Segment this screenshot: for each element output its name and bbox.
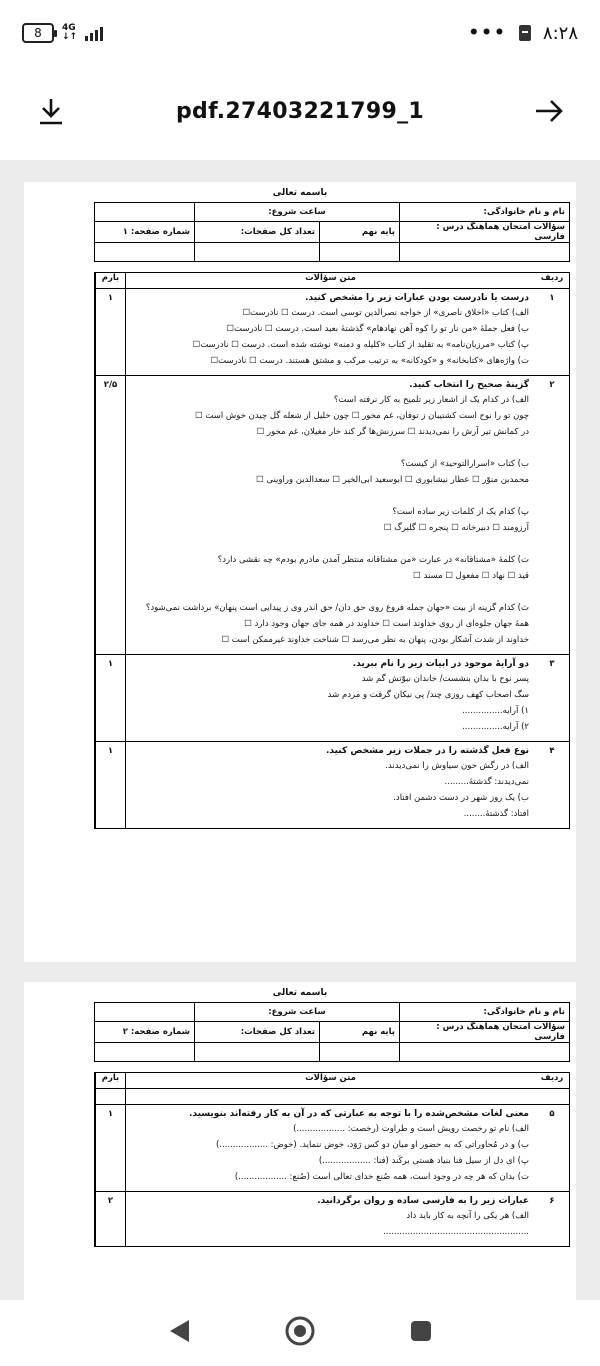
question-title: دو آرایهٔ موجود در ابیات زیر را نام ببرید. [352,659,529,669]
home-button[interactable] [284,1315,316,1351]
network-label: 4G ↓↑ [62,23,78,42]
exam-header [94,1002,570,1062]
question-row [95,289,569,376]
question-number: ۵ [549,1109,555,1119]
basmala: باسمه تعالی [272,988,328,998]
question-row [95,1105,569,1192]
question-line: ت) بدان که هر چه در وجود است، همه صُنع خدای تعالی است (صُنع: ..................) [234,1172,529,1182]
col-text: متن سؤالات [125,1073,535,1088]
system-nav-bar [0,1300,600,1366]
question-line: ت) کلمهٔ «مشتاقانه» در عبارت «من مشتاقانه منتظر آمدن مادرم بودم» چه نقشی دارد؟ [217,555,529,565]
question-line: ۱) آرایه............... [462,706,529,716]
name-field: نام و نام خانوادگی: [400,203,570,222]
question-line: ب) یک روز شهر در دست دشمن افتاد. [393,793,529,803]
home-circle-icon [284,1315,316,1347]
question-body [125,1105,535,1191]
recents-square-icon [409,1319,433,1343]
question-line [132,442,529,455]
status-right [468,23,578,44]
question-line: الف) در رگش خون سیاوش را نمی‌دیدند. [385,761,529,771]
question-title: نوع فعل گذشته را در جملات زیر مشخص کنید. [326,746,529,756]
question-title: معنی لغات مشخص‌شده را با توجه به عبارتی که در آن به کار رفته‌اند بنویسید. [188,1109,529,1119]
battery-level: 8 [34,26,42,40]
download-icon [38,97,64,125]
question-row [95,376,569,655]
question-line: چون تو را نوح است کشتیبان ز توفان، غم مخور ☐ چون خلیل از شعله گل چیدن خوش است ☐ [195,411,529,421]
question-line: پ) ای دل از سیل فنا بنیاد هستی برکَند (فنا: ..................) [318,1156,529,1166]
sim-icon [519,25,531,41]
question-number: ۳ [549,659,555,669]
back-triangle-icon [167,1318,191,1344]
download-button[interactable] [24,84,78,138]
col-row: ردیف [540,273,564,283]
question-score: ۱ [95,289,125,375]
question-line: ب) کتاب «اسرارالتوحید» از کیست؟ [400,459,529,469]
question-body [125,376,535,654]
question-line: ت) واژه‌های «کتابخانه» و «کودکانه» به ترتیب مرکب و مشتق هستند. درست ☐ نادرست☐ [210,356,529,366]
status-bar [0,0,600,66]
recents-button[interactable] [409,1319,433,1347]
forward-button[interactable] [522,84,576,138]
question-title: گزینهٔ صحیح را انتخاب کنید. [409,380,529,390]
question-title: عبارات زیر را به فارسی ساده و روان برگردانید. [317,1196,529,1206]
table-header [95,1073,569,1089]
question-line: ب) و در مُحاوراتی که به حضور او میان دو کس رَوَد، خوض ننماید. (خوض: ..................) [215,1140,529,1150]
grade-field: پایه نهم [320,1022,400,1043]
network-type: 4G [62,23,76,33]
subject-field: سؤالات امتحان هماهنگ درس : فارسی [400,1022,570,1043]
start-time-field: ساعت شروع: [195,203,400,222]
question-line: الف) کتاب «اخلاق ناصری» از خواجه نصرالدین توسی است. درست ☐ نادرست☐ [242,308,529,318]
blank-row [95,1089,569,1105]
question-line: در کمانش تیر آرش را نمی‌دیدند ☐ سرزنش‌ها گر کند خار مغیلان، غم مخور ☐ [256,427,529,437]
question-row [95,1192,569,1246]
col-score: بارم [95,1073,125,1088]
question-score: ۱ [95,655,125,741]
question-line: همهٔ جهان جلوه‌ای از روی خداوند است ☐ خداوند در همه جای جهان وجود دارد ☐ [244,619,529,629]
total-pages-field: تعداد کل صفحات: [195,222,320,243]
question-score: ۲/۵ [95,376,125,654]
question-line: الف) نام تو رخصت رویش است و طراوت (رخصت: ..................) [293,1124,529,1134]
question-body [125,742,535,828]
pdf-page-1 [24,182,576,962]
pdf-viewer[interactable] [0,160,600,1300]
questions-table [94,1072,570,1247]
col-text: متن سؤالات [125,273,535,288]
question-line: محمدبن منوّر ☐ عطار نیشابوری ☐ ابوسعید ابی‌الخیر ☐ سعدالدین وراوینی ☐ [256,475,529,485]
question-body [125,289,535,375]
name-field: نام و نام خانوادگی: [400,1003,570,1022]
signal-icon [85,25,103,41]
questions-table [94,272,570,829]
question-score: ۱ [95,1105,125,1191]
app-bar [0,66,600,156]
table-header [95,273,569,289]
question-line: الف) در کدام یک از اشعار زیر تلمیح به کار نرفته است؟ [333,395,529,405]
back-button[interactable] [167,1318,191,1348]
grade-field: پایه نهم [320,222,400,243]
start-time-field: ساعت شروع: [195,1003,400,1022]
question-body [125,1192,535,1246]
subject-field: سؤالات امتحان هماهنگ درس : فارسی [400,222,570,243]
question-line: آرزومند ☐ دبیرخانه ☐ پنجره ☐ گلبرگ ☐ [383,523,529,533]
arrow-right-icon [534,99,564,123]
question-score: ۱ [95,742,125,828]
page-number-field: شماره صفحه: ۲ [95,1022,195,1043]
question-line: قید ☐ نهاد ☐ مفعول ☐ مسند ☐ [413,571,529,581]
question-line: افتاد: گذشتهٔ........ [463,809,529,819]
clock: ۸:۲۸ [542,22,578,44]
question-number: ۲ [549,380,555,390]
col-row: ردیف [540,1073,564,1083]
basmala: باسمه تعالی [272,188,328,198]
question-number: ۴ [549,746,555,756]
question-line: پسر نوح با بدان بنشست/ خاندان نبوّتش گم شد [361,674,529,684]
question-line: سگ اصحاب کهف روزی چند/ پی نیکان گرفت و مردم شد [327,690,529,700]
question-body [125,655,535,741]
question-line: ۲) آرایه............... [462,722,529,732]
question-number: ۱ [549,293,555,303]
question-line: الف) هر یکی را آنچه به کار باید داد [406,1211,529,1221]
question-line [132,490,529,503]
question-line: ...................................................... [383,1227,529,1237]
question-line: ث) کدام گزینه از بیت «جهان جمله فروغ روی حق دان/ حق اندر وی ز پیدایی است پنهان» برداشت نمی‌شود؟ [145,603,529,613]
question-line [132,538,529,551]
page-number-field: شماره صفحه: ۱ [95,222,195,243]
question-row [95,742,569,828]
status-left [22,23,103,43]
question-title: درست یا نادرست بودن عبارات زیر را مشخص کنید. [305,293,529,303]
question-line: پ) کدام یک از کلمات زیر ساده است؟ [392,507,529,517]
col-score: بارم [95,273,125,288]
exam-header [94,202,570,262]
question-number: ۶ [549,1196,555,1206]
question-line: ب) فعل جملهٔ «من نار تو را کوه آهن نهادهام» گذشتهٔ بعید است. درست ☐ نادرست☐ [226,324,529,334]
more-dots: ••• [468,23,507,43]
question-line: خداوند از شدت آشکار بودن، پنهان به نظر می‌رسد ☐ شناخت خداوند غیرممکن است ☐ [221,635,529,645]
total-pages-field: تعداد کل صفحات: [195,1022,320,1043]
question-line: پ) کتاب «مرزبان‌نامه» به تقلید از کتاب «کلیله و دمنه» نوشته شده است. درست ☐ نادرست☐ [192,340,529,350]
pdf-page-2 [24,982,576,1300]
document-title: pdf.27403221799_1 [175,98,424,124]
battery-icon [22,23,54,43]
question-line: نمی‌دیدند: گذشتهٔ......... [444,777,529,787]
question-row [95,655,569,742]
question-line [132,586,529,599]
question-score: ۲ [95,1192,125,1246]
